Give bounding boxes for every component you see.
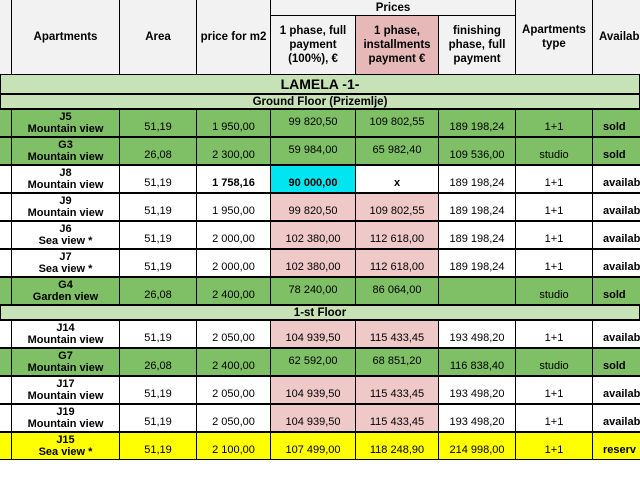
type-cell: 1+1 [515, 109, 593, 137]
fin-cell: 189 198,24 [438, 165, 516, 193]
apartment-cell [11, 277, 120, 305]
header-finishing: finishing phase, full payment [438, 15, 516, 75]
header-phase1-full: 1 phase, full payment (100%), € [270, 15, 356, 75]
fin-cell: 193 498,20 [438, 404, 516, 432]
status-cell: sold [592, 109, 640, 137]
area-cell: 26,08 [119, 348, 197, 376]
p2-cell: 109 802,55 [355, 109, 439, 137]
p1-cell: 90 000,00 [270, 165, 356, 193]
area-cell: 26,08 [119, 277, 197, 305]
price-m2-cell: 2 000,00 [196, 221, 271, 249]
apartment-code: J7 [59, 251, 72, 263]
p1-cell: 99 820,50 [270, 193, 356, 221]
status-cell: sold [592, 137, 640, 165]
area-cell: 26,08 [119, 137, 197, 165]
fin-cell: 189 198,24 [438, 109, 516, 137]
p1-cell: 78 240,00 [270, 277, 356, 305]
fin-cell: 109 536,00 [438, 137, 516, 165]
p2-cell: 112 618,00 [355, 221, 439, 249]
apartment-cell [11, 320, 120, 348]
lamela-title: LAMELA -1- [0, 74, 640, 94]
apartment-code: J15 [56, 434, 75, 446]
apartment-view: Mountain view [27, 179, 104, 191]
apartment-code: J8 [59, 167, 72, 179]
section-title: 1-st Floor [0, 305, 640, 320]
apartment-cell [11, 193, 120, 221]
price-m2-cell: 2 000,00 [196, 249, 271, 277]
apartment-code: J9 [59, 195, 72, 207]
status-cell: availab [592, 404, 640, 432]
status-cell: availab [592, 376, 640, 404]
header-availability: Availab [592, 0, 640, 75]
status-cell: availab [592, 249, 640, 277]
fin-cell: 116 838,40 [438, 348, 516, 376]
p2-cell: 109 802,55 [355, 193, 439, 221]
apartment-code: G4 [58, 279, 73, 291]
p1-cell: 104 939,50 [270, 320, 356, 348]
status-cell: sold [592, 277, 640, 305]
status-cell: availab [592, 193, 640, 221]
p2-cell: x [355, 165, 439, 193]
fin-cell: 189 198,24 [438, 221, 516, 249]
status-cell: availab [592, 165, 640, 193]
apartment-view: Mountain view [27, 390, 104, 402]
apartment-view: Garden view [32, 291, 99, 303]
p2-cell: 65 982,40 [355, 137, 439, 165]
apartment-code: J5 [59, 111, 72, 123]
p2-cell: 115 433,45 [355, 376, 439, 404]
type-cell: studio [515, 137, 593, 165]
table-row[interactable] [0, 404, 640, 432]
apartment-view: Mountain view [27, 151, 104, 163]
status-cell: availab [592, 320, 640, 348]
price-m2-cell: 2 400,00 [196, 348, 271, 376]
price-m2-cell: 2 050,00 [196, 320, 271, 348]
p2-cell: 115 433,45 [355, 404, 439, 432]
apartment-view: Mountain view [27, 207, 104, 219]
p1-cell: 59 984,00 [270, 137, 356, 165]
p2-cell: 68 851,20 [355, 348, 439, 376]
section-title: Ground Floor (Prizemlje) [0, 94, 640, 109]
p1-cell: 102 380,00 [270, 249, 356, 277]
apartment-view: Sea view * [38, 446, 93, 458]
type-cell: 1+1 [515, 320, 593, 348]
type-cell: 1+1 [515, 404, 593, 432]
table-row[interactable] [0, 348, 640, 376]
type-cell: 1+1 [515, 376, 593, 404]
area-cell: 51,19 [119, 249, 197, 277]
header-type: Apartments type [515, 0, 593, 75]
area-cell: 51,19 [119, 404, 197, 432]
table-row[interactable] [0, 137, 640, 165]
apartment-cell [11, 165, 120, 193]
table-row[interactable] [0, 277, 640, 305]
price-m2-cell: 1 950,00 [196, 193, 271, 221]
header-prices-group: Prices [270, 0, 516, 16]
fin-cell: 189 198,24 [438, 193, 516, 221]
apartment-view: Sea view * [38, 263, 93, 275]
type-cell: 1+1 [515, 432, 593, 460]
apartment-code: G3 [58, 139, 73, 151]
apartment-cell [11, 137, 120, 165]
apartment-code: J6 [59, 223, 72, 235]
p1-cell: 102 380,00 [270, 221, 356, 249]
table-row[interactable] [0, 249, 640, 277]
table-row[interactable] [0, 165, 640, 193]
apartment-code: G7 [58, 350, 73, 362]
apartment-code: J14 [56, 322, 75, 334]
status-cell: reserv [592, 432, 640, 460]
fin-cell: 193 498,20 [438, 376, 516, 404]
fin-cell: 193 498,20 [438, 320, 516, 348]
apartment-cell [11, 376, 120, 404]
status-cell: sold [592, 348, 640, 376]
area-cell: 51,19 [119, 432, 197, 460]
apartment-view: Sea view * [38, 235, 93, 247]
header-price-m2: price for m2 [196, 0, 271, 75]
fin-cell: 214 998,00 [438, 432, 516, 460]
apartment-view: Mountain view [27, 123, 104, 135]
area-cell: 51,19 [119, 109, 197, 137]
fin-cell [438, 277, 516, 305]
type-cell: 1+1 [515, 193, 593, 221]
fin-cell: 189 198,24 [438, 249, 516, 277]
apartment-view: Mountain view [27, 334, 104, 346]
apartment-cell [11, 404, 120, 432]
area-cell: 51,19 [119, 320, 197, 348]
p1-cell: 62 592,00 [270, 348, 356, 376]
price-m2-cell: 2 100,00 [196, 432, 271, 460]
table-row[interactable] [0, 221, 640, 249]
table-row[interactable] [0, 320, 640, 348]
header-area: Area [119, 0, 197, 75]
table-row[interactable] [0, 109, 640, 137]
table-row[interactable] [0, 432, 640, 460]
price-m2-cell: 2 050,00 [196, 376, 271, 404]
area-cell: 51,19 [119, 165, 197, 193]
status-cell: availab [592, 221, 640, 249]
apartment-cell [11, 221, 120, 249]
apartment-cell [11, 249, 120, 277]
price-m2-cell: 1 758,16 [196, 165, 271, 193]
header-phase1-installments: 1 phase, installments payment € [355, 15, 439, 75]
type-cell: studio [515, 348, 593, 376]
area-cell: 51,19 [119, 193, 197, 221]
price-m2-cell: 1 950,00 [196, 109, 271, 137]
p2-cell: 115 433,45 [355, 320, 439, 348]
area-cell: 51,19 [119, 221, 197, 249]
apartment-view: Mountain view [27, 418, 104, 430]
apartment-cell [11, 109, 120, 137]
p2-cell: 112 618,00 [355, 249, 439, 277]
apartment-view: Mountain view [27, 362, 104, 374]
p1-cell: 107 499,00 [270, 432, 356, 460]
p1-cell: 104 939,50 [270, 404, 356, 432]
p1-cell: 104 939,50 [270, 376, 356, 404]
type-cell: 1+1 [515, 249, 593, 277]
p1-cell: 99 820,50 [270, 109, 356, 137]
type-cell: 1+1 [515, 221, 593, 249]
type-cell: 1+1 [515, 165, 593, 193]
area-cell: 51,19 [119, 376, 197, 404]
apartment-code: J19 [56, 406, 75, 418]
price-m2-cell: 2 050,00 [196, 404, 271, 432]
apartment-code: J17 [56, 378, 75, 390]
price-m2-cell: 2 300,00 [196, 137, 271, 165]
p2-cell: 118 248,90 [355, 432, 439, 460]
p2-cell: 86 064,00 [355, 277, 439, 305]
table-row[interactable] [0, 376, 640, 404]
header-apartments: Apartments [11, 0, 120, 75]
apartment-cell [11, 348, 120, 376]
type-cell: studio [515, 277, 593, 305]
apartment-cell [11, 432, 120, 460]
table-row[interactable] [0, 193, 640, 221]
price-m2-cell: 2 400,00 [196, 277, 271, 305]
